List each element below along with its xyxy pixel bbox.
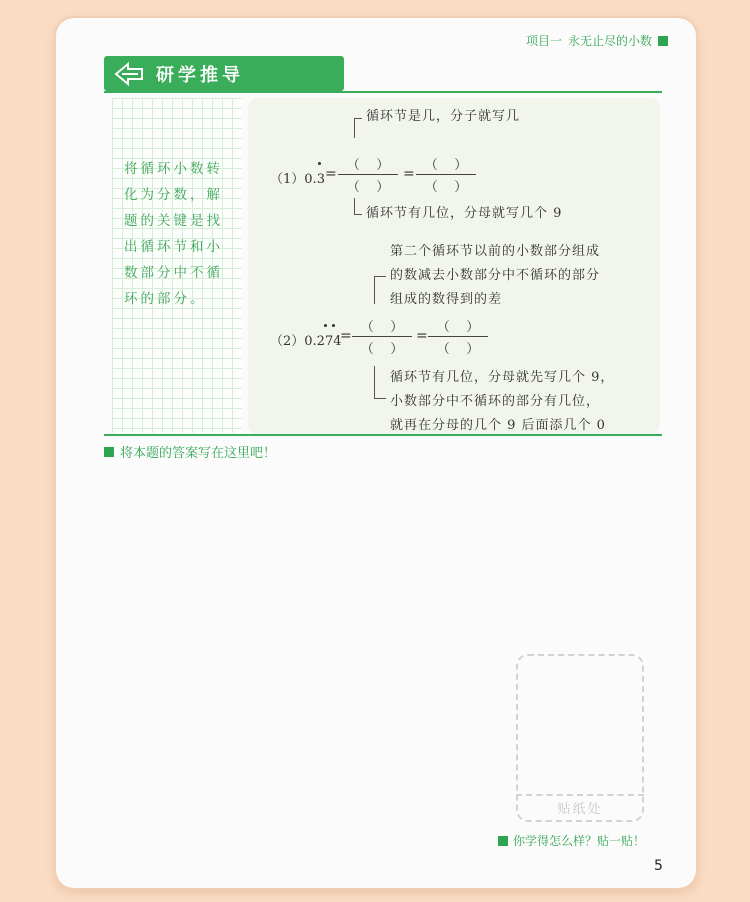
answer-rule — [104, 434, 662, 436]
project-title: 永无止尽的小数 — [567, 34, 652, 48]
answer-prompt — [104, 442, 276, 461]
item1-bottom-bracket — [354, 198, 355, 214]
item2-label: （2）0.274 — [270, 334, 342, 349]
sticker-label: 贴纸处 — [557, 802, 603, 817]
sticker-note — [498, 832, 645, 849]
item1-fraction-1: （ ） （ ） — [338, 154, 398, 194]
repeat-dot — [324, 324, 327, 327]
repeat-dot — [318, 162, 321, 165]
item2-top-bracket — [374, 276, 375, 304]
item2-fraction-1: （ ） （ ） — [352, 316, 412, 356]
page-sheet — [56, 18, 696, 888]
project-label: 项目一 — [525, 34, 562, 48]
item1-bottom-note: 循环节有几位，分母就写几个 9 — [366, 206, 563, 221]
section-header — [104, 56, 344, 91]
item1-top-tick — [354, 118, 362, 119]
item2-eq2: = — [416, 328, 428, 344]
section-title: 研学推导 — [156, 64, 244, 86]
square-bullet-icon — [498, 836, 508, 846]
item1-eq1: = — [325, 166, 337, 182]
tip-line: 出循环节和小 — [124, 239, 223, 255]
item1-label: （1）0.3 — [270, 172, 325, 187]
sticker-divider — [516, 794, 644, 796]
tip-text — [124, 156, 240, 312]
answer-prompt-text: 将本题的答案写在这里吧！ — [120, 446, 277, 461]
tip-line: 数部分中不循 — [124, 265, 223, 281]
tip-line: 题的关键是找 — [124, 213, 223, 229]
item1-fraction-2: （ ） （ ） — [416, 154, 476, 194]
square-bullet-icon — [658, 36, 668, 46]
item2-bottom-note: 循环节有几位，分母就先写几个 9， 小数部分中不循环的部分有几位， 就再在分母的几个 9 后面添几个 0 — [390, 370, 615, 433]
item1-eq2: = — [403, 166, 415, 182]
item1-top-bracket — [354, 118, 355, 138]
repeat-dot — [332, 324, 335, 327]
item2-eq1: = — [340, 328, 352, 344]
sticker-note-text: 你学得怎么样？贴一贴！ — [513, 834, 646, 848]
section-rule — [104, 91, 662, 93]
step-arrow-icon — [114, 62, 146, 86]
item1-top-note: 循环节是几，分子就写几 — [366, 109, 521, 124]
item2-top-note: 第二个循环节以前的小数部分组成 的数减去小数部分中不循环的部分 组成的数得到的差 — [390, 244, 601, 307]
item2-bottom-tick — [374, 398, 386, 399]
tip-line: 环的部分。 — [124, 291, 207, 307]
square-bullet-icon — [104, 447, 114, 457]
item2-fraction-2: （ ） （ ） — [428, 316, 488, 356]
item2-bottom-bracket — [374, 366, 375, 398]
derivation-panel — [248, 98, 660, 434]
item1-bottom-tick — [354, 214, 362, 215]
project-header — [526, 32, 668, 49]
page-number: 5 — [654, 858, 663, 874]
item2-top-tick — [374, 276, 386, 277]
tip-line: 将循环小数转 — [124, 161, 223, 177]
sticker-area[interactable] — [516, 654, 644, 822]
tip-line: 化为分数，解 — [124, 187, 223, 203]
